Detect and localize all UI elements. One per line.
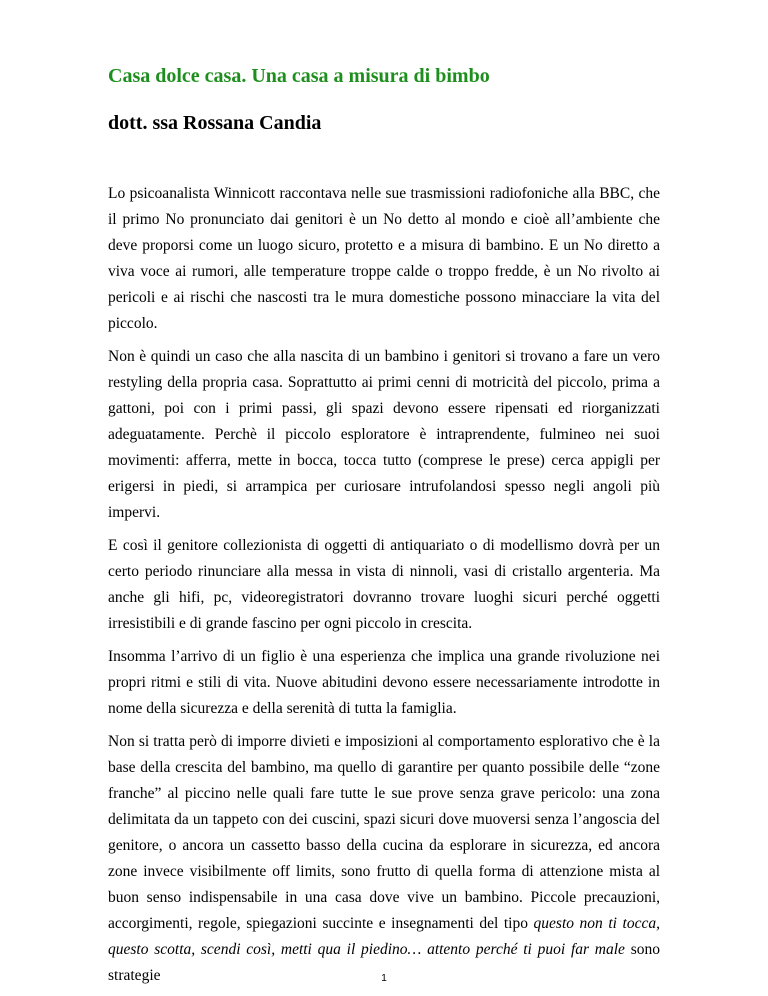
paragraph-3: E così il genitore collezionista di oggetti di antiquariato o di modellismo dovrà per un certo periodo rinunciare alla messa in vista di ninnoli, vasi di cristallo argenteria. Ma anche gli hifi, pc, videoregistratori dovranno trovare luoghi sicuri perché oggetti irresistibili e di grande fascino per ogni piccolo in crescita. — [108, 537, 660, 632]
paragraph-1: Lo psicoanalista Winnicott raccontava nelle sue trasmissioni radiofoniche alla BBC, che il primo No pronunciato dai genitori è un No detto al mondo e cioè all’ambiente che deve proporsi come un luogo sicuro, protetto e a misura di bambino. E un No diretto a viva voce ai rumori, alle temperature troppe calde o troppo fredde, è un No rivolto ai pericoli e ai rischi che nascosti tra le mura domestiche possono minacciare la vita del piccolo. — [108, 185, 660, 332]
paragraph-5-italic-quote: questo non ti tocca, questo scotta, scendi così, metti qua il piedino… attento perché ti puoi far male — [108, 915, 660, 958]
document-page — [108, 62, 660, 996]
paragraph-4: Insomma l’arrivo di un figlio è una esperienza che implica una grande rivoluzione nei propri ritmi e stili di vita. Nuove abitudini devono essere necessariamente introdotte in nome della sicurezza e della serenità di tutta la famiglia. — [108, 648, 660, 717]
document-author: dott. ssa Rossana Candia — [108, 112, 322, 134]
paragraph-5-text-start: Non si tratta però di imporre divieti e imposizioni al comportamento esplorativo che è la base della crescita del bambino, ma quello di garantire per quanto possibile delle “zone franche” al piccino nelle quali fare tutte le sue prove senza grave pericolo: una zona delimitata da un tappeto con dei cuscini, spazi sicuri dove muoversi senza l’angoscia del genitore, o ancora un cassetto basso della cucina da esplorare in sicurezza, ed ancora zone invece visibilmente off limits, sono frutto di quella forma di attenzione mista al buon senso indispensabile in una casa dove vive un bambino. Piccole precauzioni, accorgimenti, regole, spiegazioni succinte e insegnamenti del tipo — [108, 733, 660, 932]
paragraph-2: Non è quindi un caso che alla nascita di un bambino i genitori si trovano a fare un vero restyling della propria casa. Soprattutto ai primi cenni di motricità del piccolo, prima a gattoni, poi con i primi passi, gli spazi devono essere ripensati ed riorganizzati adeguatamente. Perchè il piccolo esploratore è intraprendente, fulmineo nei suoi movimenti: afferra, mette in bocca, tocca tutto (comprese le prese) cerca appigli per erigersi in piedi, si arrampica per curiosare intrufolandosi spesso negli angoli più impervi. — [108, 348, 660, 521]
page-number: 1 — [381, 973, 387, 984]
paragraph-5-text-end: sono strategie — [108, 941, 660, 984]
document-title: Casa dolce casa. Una casa a misura di bimbo — [108, 65, 490, 87]
paragraph-5 — [108, 729, 660, 989]
document-body — [108, 181, 660, 989]
